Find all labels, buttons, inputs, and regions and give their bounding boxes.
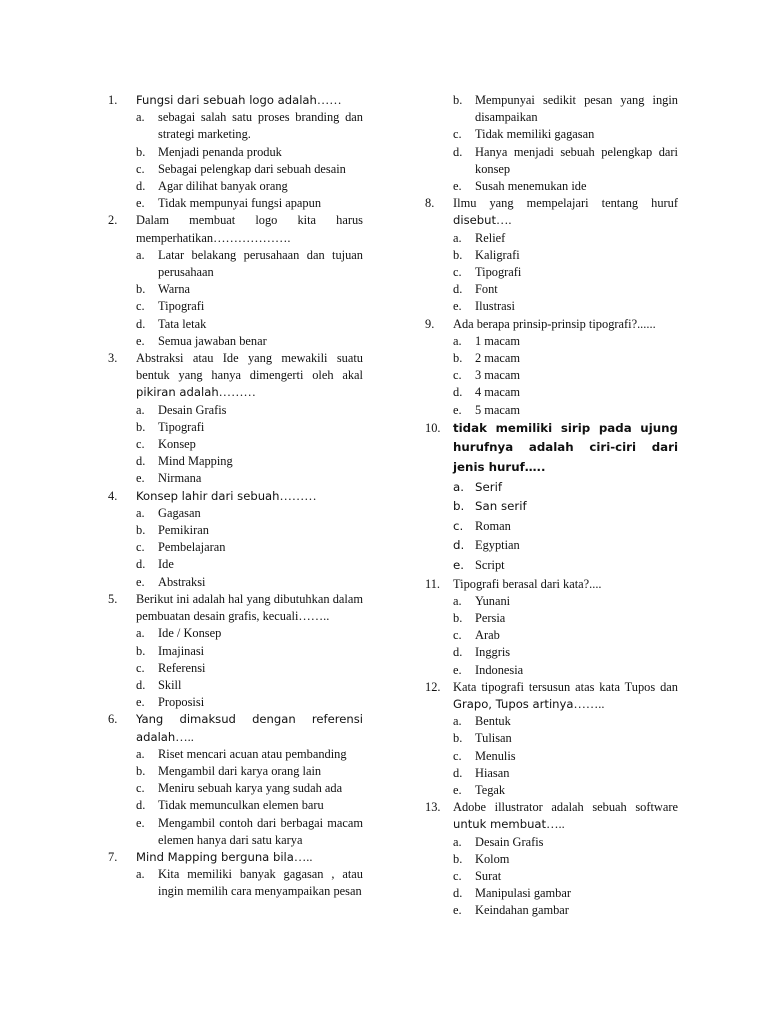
option-letter: d. [453, 765, 463, 780]
question-number: 12. [425, 679, 441, 694]
question-tail: Ilmu yang mempelajari tentang huruf [453, 196, 678, 211]
answer-option [453, 627, 678, 644]
option-text: Tegak [475, 783, 506, 798]
option-letter: e. [136, 333, 145, 348]
option-letter: b. [453, 247, 463, 262]
option-text: Ilustrasi [475, 299, 515, 314]
option-text: Tulisan [475, 731, 512, 746]
left-column [108, 92, 363, 901]
option-text: Mind Mapping [158, 454, 233, 469]
option-letter: c. [453, 628, 462, 643]
answer-option [136, 402, 363, 419]
answer-option [136, 625, 363, 642]
option-text: Manipulasi gambar [475, 886, 572, 901]
option-text: Tipografi [158, 299, 205, 314]
answer-option [136, 178, 363, 195]
option-letter: a. [136, 867, 145, 882]
question-13 [425, 799, 678, 833]
option-letter: c. [453, 869, 462, 884]
question-1 [108, 92, 363, 109]
answer-option [136, 281, 363, 298]
option-letter: a. [453, 714, 462, 729]
option-letter: d. [453, 282, 463, 297]
option-text: Inggris [475, 645, 511, 660]
answer-option [453, 126, 678, 143]
option-text: Serif [475, 479, 503, 494]
option-text: Susah menemukan ide [475, 179, 587, 194]
question-tail: Kata tipografi tersusun atas kata Tupos dan [453, 679, 678, 694]
option-text: Desain Grafis [158, 402, 227, 417]
answer-option [453, 333, 678, 350]
question-11 [425, 576, 678, 593]
option-letter: e. [453, 558, 465, 573]
question-number: 9. [425, 316, 435, 331]
option-text: Pembelajaran [158, 540, 226, 555]
answer-option [453, 902, 678, 919]
answer-option [453, 230, 678, 247]
option-text: 5 macam [475, 402, 521, 417]
option-letter: c. [136, 540, 145, 555]
option-text: sebagai salah satu proses branding dan strategi marketing. [158, 110, 363, 142]
answer-option [453, 402, 678, 419]
question-tail: ….. [293, 849, 313, 864]
option-letter: e. [453, 179, 462, 194]
answer-option [453, 713, 678, 730]
option-text: Hiasan [475, 765, 510, 780]
question-lead-2: Grapo, Tupos artinya [453, 697, 574, 712]
answer-option [453, 644, 678, 661]
option-letter: a. [136, 402, 145, 417]
question-4 [108, 488, 363, 505]
answer-option [136, 643, 363, 660]
option-text: Latar belakang perusahaan dan tujuan perusahaan [158, 247, 363, 280]
option-text: Warna [158, 282, 191, 297]
question-tail: Abstraksi atau Ide yang mewakili suatu bentuk yang hanya dimengerti oleh akal [136, 351, 363, 383]
answer-option [453, 350, 678, 367]
option-letter: c. [136, 660, 145, 675]
option-letter: e. [453, 402, 462, 417]
option-letter: b. [136, 763, 146, 778]
option-text: Konsep [158, 437, 196, 452]
option-letter: c. [136, 161, 145, 176]
option-text: Riset mencari acuan atau pembanding [158, 746, 347, 761]
option-text: Proposisi [158, 695, 205, 710]
answer-option [136, 763, 363, 780]
option-letter: e. [453, 903, 462, 918]
answer-option [136, 247, 363, 281]
option-letter: a. [136, 247, 145, 262]
option-text: Mengambil contoh dari berbagai macam elemen hanya dari satu karya [158, 815, 363, 847]
option-letter: b. [453, 499, 465, 514]
option-letter: d. [136, 454, 146, 469]
question-text [136, 711, 363, 745]
question-5 [108, 591, 363, 625]
option-letter: b. [136, 419, 146, 434]
question-number: 13. [425, 800, 441, 815]
question-text [136, 591, 363, 625]
answer-option [453, 178, 678, 195]
option-letter: b. [453, 731, 463, 746]
answer-option [453, 834, 678, 851]
option-text: Yunani [475, 593, 511, 608]
option-text: Abstraksi [158, 574, 206, 589]
option-text: Nirmana [158, 471, 202, 486]
option-letter: d. [136, 677, 146, 692]
option-letter: a. [453, 230, 462, 245]
option-text: Persia [475, 611, 506, 626]
answer-option [136, 780, 363, 797]
option-letter: c. [136, 437, 145, 452]
answer-option [136, 109, 363, 143]
question-7 [108, 849, 363, 866]
question-text [136, 849, 363, 866]
option-letter: c. [453, 265, 462, 280]
answer-option [453, 367, 678, 384]
question-tail: Ada berapa prinsip-prinsip tipografi?...... [453, 316, 656, 331]
question-tail-2: ….. [546, 817, 565, 832]
option-letter: c. [453, 368, 462, 383]
answer-option [453, 782, 678, 799]
option-text: Tipografi [475, 265, 522, 280]
question-number: 4. [108, 488, 118, 503]
answer-option [136, 453, 363, 470]
option-text: Tidak mempunyai fungsi apapun [158, 196, 322, 211]
option-letter: d. [453, 538, 465, 553]
option-letter: e. [136, 471, 145, 486]
option-text: Ide / Konsep [158, 626, 222, 641]
answer-option [453, 478, 678, 498]
answer-option [453, 765, 678, 782]
question-tail: Berikut ini adalah hal yang dibutuhkan dalam pembuatan desain grafis, kecuali…….. [136, 591, 363, 624]
option-letter: a. [453, 834, 462, 849]
question-text [453, 576, 678, 593]
option-text: Font [475, 282, 498, 297]
option-letter: e. [453, 299, 462, 314]
answer-option [453, 92, 678, 126]
option-text: Referensi [158, 660, 206, 675]
answer-option [136, 677, 363, 694]
option-letter: b. [453, 351, 463, 366]
option-text: Script [475, 558, 505, 573]
question-8 [425, 195, 678, 229]
question-number: 2. [108, 213, 118, 228]
option-text: Tidak memunculkan elemen baru [158, 798, 324, 813]
question-10 [425, 419, 678, 478]
question-number: 5. [108, 591, 118, 606]
answer-option [453, 851, 678, 868]
question-tail-2: …….. [573, 697, 605, 712]
answer-option [453, 497, 678, 517]
answer-option [136, 866, 363, 900]
question-tail: Tipografi berasal dari kata?.... [453, 576, 602, 591]
answer-option [453, 748, 678, 765]
answer-option [453, 517, 678, 537]
option-letter: c. [453, 518, 464, 533]
option-text: Kita memiliki banyak gagasan , atau ingin memilih cara menyampaikan pesan [158, 867, 363, 899]
answer-option [453, 281, 678, 298]
question-2 [108, 212, 363, 246]
question-lead-2: untuk membuat [453, 817, 547, 832]
question-lead: tidak memiliki sirip pada ujung hurufnya adalah ciri-ciri dari jenis huruf….. [453, 420, 678, 475]
answer-option [453, 593, 678, 610]
answer-option [136, 539, 363, 556]
option-text: Kaligrafi [475, 247, 520, 262]
option-letter: e. [136, 815, 145, 830]
question-tail: ……… [279, 488, 317, 503]
option-letter: c. [453, 127, 462, 142]
question-lead: Fungsi dari sebuah logo adalah [136, 93, 317, 107]
question-tail: …… [316, 93, 342, 107]
option-letter: d. [453, 385, 463, 400]
option-letter: c. [453, 748, 462, 763]
option-letter: d. [453, 645, 463, 660]
question-text [136, 92, 363, 109]
option-text: Tata letak [158, 316, 207, 331]
option-letter: a. [453, 479, 464, 494]
answer-option [136, 746, 363, 763]
answer-option [136, 298, 363, 315]
answer-option [136, 815, 363, 849]
question-number: 1. [108, 93, 118, 107]
question-tail: Adobe illustrator adalah sebuah software [453, 800, 678, 815]
option-text: Skill [158, 677, 182, 692]
answer-option [136, 470, 363, 487]
question-text [453, 679, 678, 713]
option-text: Tidak memiliki gagasan [475, 127, 595, 142]
answer-option [136, 522, 363, 539]
option-text: Tipografi [158, 419, 205, 434]
option-text: Semua jawaban benar [158, 333, 267, 348]
answer-option [453, 662, 678, 679]
option-text: Menulis [475, 748, 516, 763]
answer-option [453, 298, 678, 315]
option-letter: b. [136, 643, 146, 658]
option-letter: e. [453, 662, 462, 677]
option-text: 2 macam [475, 351, 521, 366]
option-letter: a. [136, 746, 145, 761]
question-lead: Yang dimaksud dengan referensi adalah [136, 712, 363, 744]
option-letter: d. [453, 886, 463, 901]
question-number: 11. [425, 576, 441, 591]
option-text: Arab [475, 628, 500, 643]
question-lead-2: disebut [453, 213, 497, 228]
question-number: 7. [108, 849, 118, 864]
answer-option [453, 536, 678, 556]
question-lead: Konsep lahir dari sebuah [136, 488, 280, 503]
option-text: 4 macam [475, 385, 521, 400]
option-text: Mengambil dari karya orang lain [158, 763, 322, 778]
option-text: Egyptian [475, 538, 520, 553]
answer-option [136, 797, 363, 814]
answer-option [136, 419, 363, 436]
answer-option [136, 161, 363, 178]
answer-option [136, 660, 363, 677]
option-text: Ide [158, 557, 174, 572]
option-text: Gagasan [158, 505, 201, 520]
option-letter: a. [136, 626, 145, 641]
question-9 [425, 316, 678, 333]
answer-option [136, 144, 363, 161]
answer-option [136, 505, 363, 522]
option-text: Agar dilihat banyak orang [158, 179, 288, 194]
answer-option [453, 384, 678, 401]
option-text: Surat [475, 869, 502, 884]
option-letter: b. [453, 93, 463, 107]
option-letter: b. [453, 611, 463, 626]
answer-option [453, 247, 678, 264]
option-text: Imajinasi [158, 643, 205, 658]
option-text: Keindahan gambar [475, 903, 569, 918]
option-letter: a. [136, 110, 145, 125]
question-text [453, 419, 678, 478]
option-letter: e. [136, 574, 145, 589]
question-tail-2: ……… [218, 385, 256, 400]
question-6 [108, 711, 363, 745]
option-letter: a. [136, 505, 145, 520]
option-text: Desain Grafis [475, 834, 544, 849]
option-letter: a. [453, 333, 462, 348]
option-text: Indonesia [475, 662, 524, 677]
answer-option [136, 694, 363, 711]
option-text: Kolom [475, 851, 510, 866]
option-letter: c. [136, 781, 145, 796]
option-text: Sebagai pelengkap dari sebuah desain [158, 161, 346, 176]
answer-option [136, 333, 363, 350]
question-lead-2: pikiran adalah [136, 385, 219, 400]
answer-option [136, 436, 363, 453]
option-letter: b. [136, 144, 146, 159]
answer-option [136, 574, 363, 591]
option-text: 1 macam [475, 333, 521, 348]
answer-option [453, 610, 678, 627]
question-tail: Dalam membuat logo kita harus memperhatikan………………. [136, 213, 363, 245]
option-text: Roman [475, 518, 511, 533]
answer-option [453, 885, 678, 902]
question-number: 10. [425, 420, 441, 435]
answer-option [136, 316, 363, 333]
question-number: 8. [425, 196, 435, 211]
question-text [453, 195, 678, 229]
option-letter: b. [453, 851, 463, 866]
right-column [425, 92, 678, 920]
answer-option [136, 556, 363, 573]
question-number: 3. [108, 351, 118, 366]
question-tail: ….. [175, 729, 194, 744]
option-text: Pemikiran [158, 523, 209, 538]
option-letter: d. [136, 179, 146, 194]
question-text [136, 488, 363, 505]
option-letter: a. [453, 593, 462, 608]
answer-option [453, 264, 678, 281]
question-text [453, 799, 678, 833]
question-text [136, 212, 363, 246]
option-text: 3 macam [475, 368, 521, 383]
option-text: San serif [475, 499, 527, 514]
answer-option [136, 195, 363, 212]
option-text: Mempunyai sedikit pesan yang ingin disampaikan [475, 93, 678, 125]
option-letter: d. [136, 557, 146, 572]
answer-option [453, 730, 678, 747]
option-letter: c. [136, 299, 145, 314]
question-tail-2: …. [496, 213, 512, 228]
option-text: Hanya menjadi sebuah pelengkap dari konsep [475, 144, 678, 176]
answer-option [453, 868, 678, 885]
question-12 [425, 679, 678, 713]
option-letter: b. [136, 282, 146, 297]
option-text: Relief [475, 230, 506, 245]
option-text: Bentuk [475, 714, 511, 729]
question-text [136, 350, 363, 402]
question-3 [108, 350, 363, 402]
option-text: Meniru sebuah karya yang sudah ada [158, 781, 343, 796]
option-letter: d. [136, 798, 146, 813]
option-letter: d. [453, 144, 463, 159]
option-letter: e. [453, 783, 462, 798]
question-number: 6. [108, 712, 118, 727]
option-letter: b. [136, 523, 146, 538]
question-text [453, 316, 678, 333]
option-text: Menjadi penanda produk [158, 144, 282, 159]
option-letter: d. [136, 316, 146, 331]
option-letter: e. [136, 695, 145, 710]
option-letter: e. [136, 196, 145, 211]
question-lead: Mind Mapping berguna bila [136, 849, 294, 864]
answer-option [453, 556, 678, 576]
answer-option [453, 144, 678, 178]
